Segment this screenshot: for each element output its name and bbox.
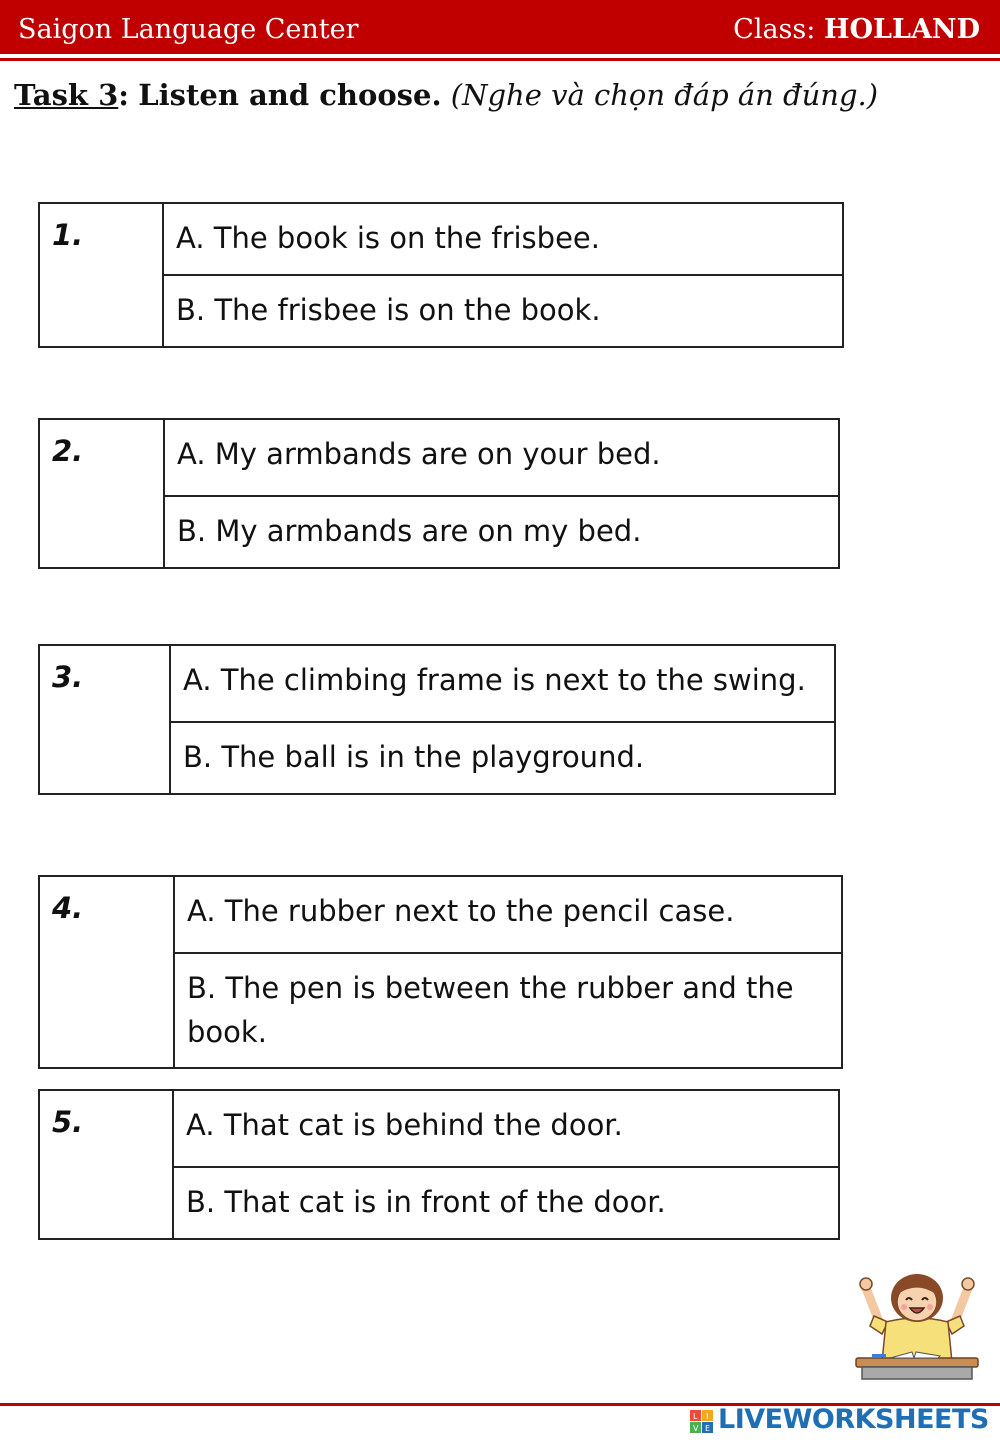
question-2-table <box>38 418 840 569</box>
option-a[interactable]: A. The book is on the frisbee. <box>163 203 843 275</box>
question-4-table <box>38 875 843 1069</box>
question-1-table <box>38 202 844 348</box>
task-heading <box>14 78 878 112</box>
task-translation: (Nghe và chọn đáp án đúng.) <box>450 78 879 112</box>
task-label: Task 3 <box>14 78 119 112</box>
option-b[interactable]: B. The pen is between the rubber and the book. <box>174 953 842 1068</box>
class-value: HOLLAND <box>823 14 980 45</box>
option-a[interactable]: A. That cat is behind the door. <box>173 1090 839 1167</box>
option-a[interactable]: A. The rubber next to the pencil case. <box>174 876 842 953</box>
question-number: 2. <box>39 419 164 568</box>
question-number: 1. <box>39 203 163 347</box>
class-label: Class: <box>733 14 816 45</box>
question-number: 5. <box>39 1090 173 1239</box>
task-instruction: Listen and choose. <box>138 78 442 112</box>
header-bar <box>0 0 1000 54</box>
question-3-table <box>38 644 836 795</box>
option-b[interactable]: B. The ball is in the playground. <box>170 722 835 794</box>
question-number: 3. <box>39 645 170 794</box>
task-colon: : <box>118 78 130 112</box>
option-a[interactable]: A. My armbands are on your bed. <box>164 419 839 496</box>
logo-text: LIVEWORKSHEETS <box>718 1404 989 1435</box>
question-5-table <box>38 1089 840 1240</box>
logo-badge-letter: E <box>705 1424 711 1433</box>
option-b[interactable]: B. That cat is in front of the door. <box>173 1167 839 1239</box>
option-b[interactable]: B. My armbands are on my bed. <box>164 496 839 568</box>
class-info <box>733 14 980 45</box>
cheering-child-illustration <box>852 1266 982 1384</box>
center-name: Saigon Language Center <box>18 14 359 45</box>
question-number: 4. <box>39 876 174 1068</box>
logo-badge-letter: V <box>693 1424 699 1433</box>
header-divider <box>0 58 1000 61</box>
option-b[interactable]: B. The frisbee is on the book. <box>163 275 843 347</box>
logo-badge-letter: L <box>693 1412 698 1421</box>
option-a[interactable]: A. The climbing frame is next to the swing. <box>170 645 835 722</box>
logo-badge-letter: I <box>706 1412 709 1421</box>
